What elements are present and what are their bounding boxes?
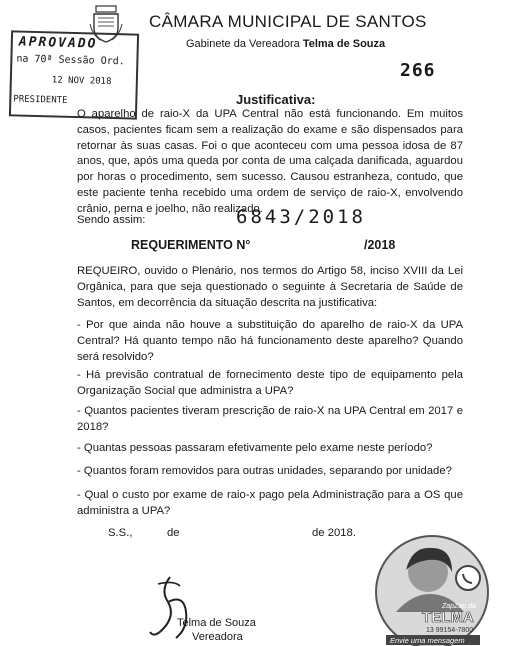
badge-phone: 13 99154-7800	[426, 627, 474, 634]
signatory-name: Telma de Souza	[177, 617, 256, 629]
signatory-role: Vereadora	[192, 631, 243, 643]
stamp-approved: APROVADO	[18, 34, 98, 52]
question-item: - Quantas pessoas passaram efetivamente pelo exame neste período?	[77, 442, 433, 454]
question-item: - Há previsão contratual de fornecimento deste tipo de equipamento pela Organização Social que administra a UPA?	[77, 369, 463, 397]
closing-ss: S.S.,	[108, 527, 133, 539]
requerimento-intro: REQUEIRO, ouvido o Plenário, nos termos do Artigo 58, inciso XVIII da Lei Orgânica, para que seja questionado o seguinte à Secretaria de Saúde de Santos, em decorrência da situação descrita na justificativa:	[77, 265, 463, 309]
question-item: - Qual o custo por exame de raio-x pago pela Administração para a OS que administra a UPA?	[77, 489, 463, 517]
badge-cta: Envie uma mensagem	[390, 636, 465, 645]
closing-date: de 2018.	[312, 527, 356, 539]
closing-de: de	[167, 527, 180, 539]
justification-text: O aparelho de raio-X da UPA Central não está funcionando. Em muitos casos, pacientes ficam sem a realização do exame e são dispensados para retornar às suas casas. Foi o que aconteceu com uma pessoa idosa de 87 anos, que, após uma queda por conta de uma calçada danificada, aguardou por horas o procedimento, sem sucesso. Causou estranheza, contudo, que este paciente tenha recebido uma ordem de serviço de raio-X, envolvendo crânio, perna e joelho, não realizado.	[77, 108, 463, 215]
badge-name: TELMA	[422, 609, 474, 626]
whatsapp-icon	[456, 566, 480, 590]
sendo-assim-label: Sendo assim:	[77, 214, 146, 226]
stamp-session: na 70ª Sessão Ord.	[16, 53, 125, 68]
stamp-date: 12 NOV 2018	[51, 75, 112, 87]
question-item: - Quantos foram removidos para outras unidades, separando por unidade?	[77, 465, 452, 477]
whatsapp-contact-badge	[372, 532, 492, 646]
stamp-president: PRESIDENTE	[13, 94, 68, 106]
document-title: CÂMARA MUNICIPAL DE SANTOS	[149, 12, 427, 31]
handwritten-signature	[140, 572, 200, 642]
badge-top-text: ZapZap da	[442, 603, 476, 610]
protocol-number: 6843/2018	[236, 206, 366, 228]
question-item: - Por que ainda não houve a substituição do aparelho de raio-X da UPA Central? Há quanto tempo não há funcionamento deste aparelho? Quando será resolvido?	[77, 319, 463, 363]
requerimento-label: REQUERIMENTO N°	[131, 238, 251, 252]
justification-heading: Justificativa:	[236, 92, 316, 107]
question-item: - Quantos pacientes tiveram prescrição de raio-X na UPA Central em 2017 e 2018?	[77, 405, 463, 433]
councilor-name: Telma de Souza	[302, 38, 386, 50]
requerimento-year: /2018	[364, 238, 396, 252]
office-label: Gabinete da Vereadora	[186, 38, 300, 50]
document-number: 266	[400, 60, 436, 81]
document-subtitle	[186, 38, 385, 50]
